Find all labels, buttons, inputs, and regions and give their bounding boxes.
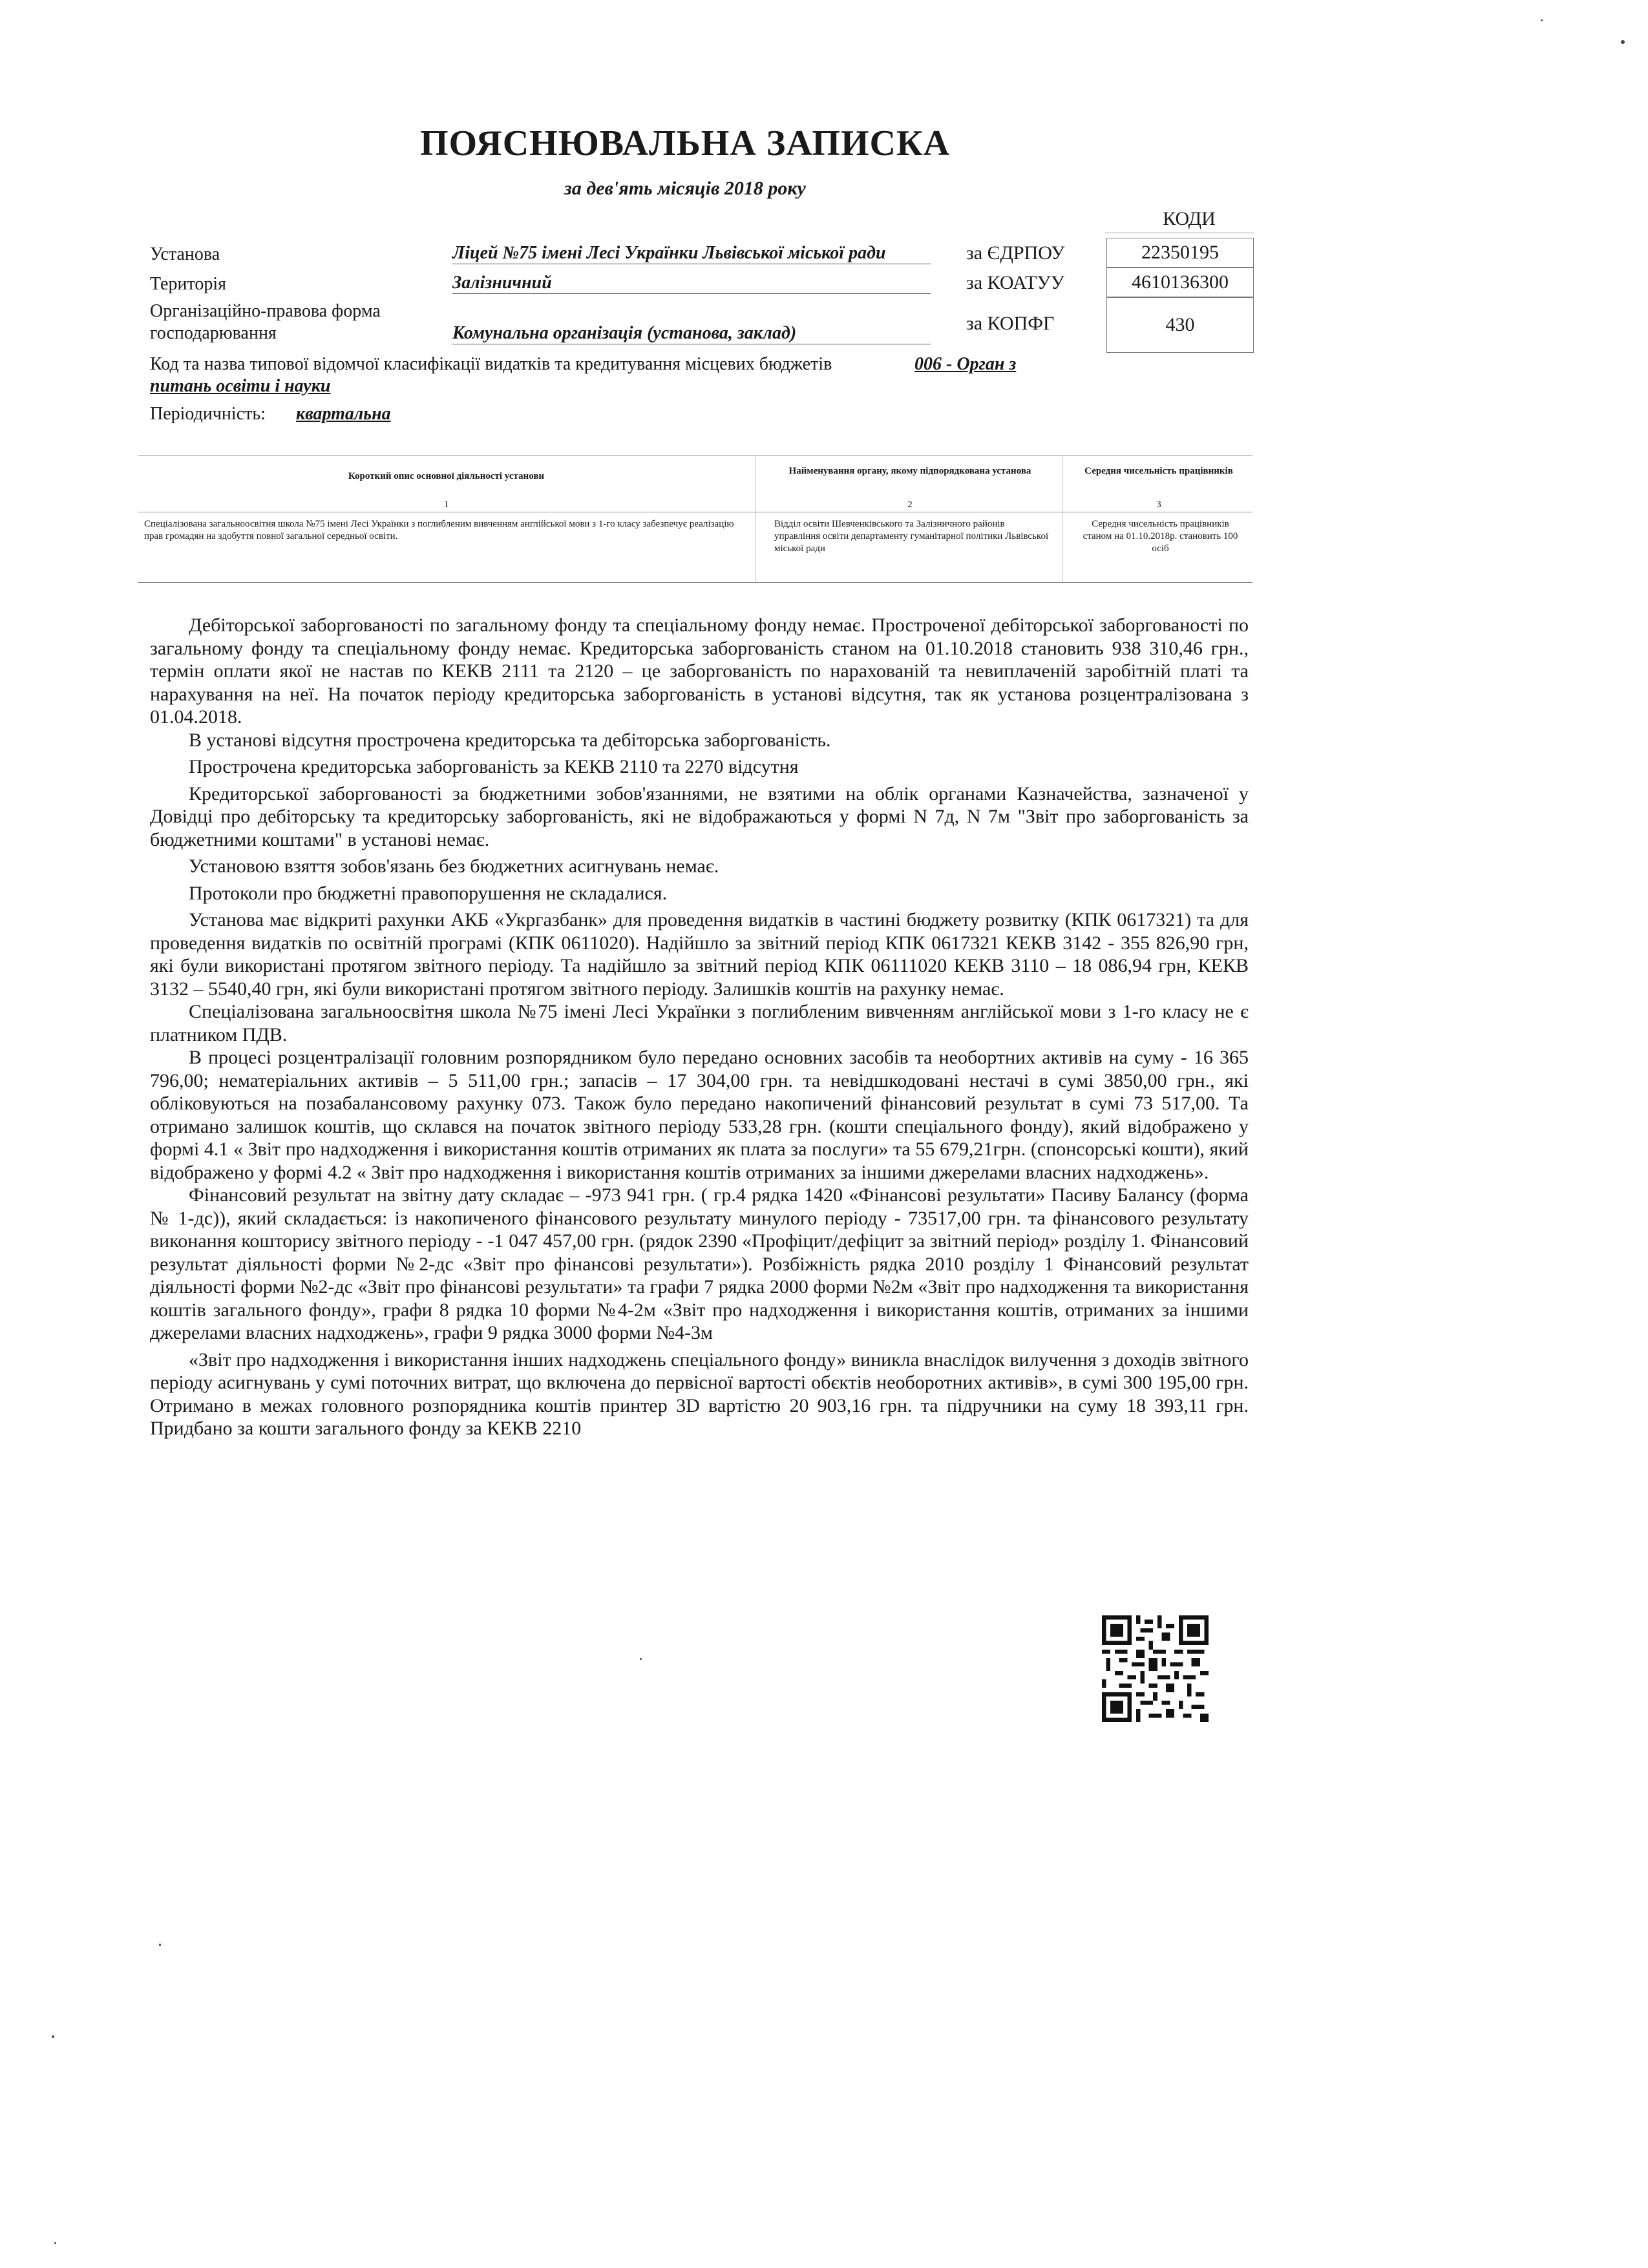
table-header-authority: Найменування органу, якому підпорядкована установа (788, 466, 1031, 476)
institution-label: Установа (150, 244, 220, 264)
codes-header: КОДИ (1163, 208, 1216, 229)
scan-speck (1621, 40, 1625, 44)
edrpou-label: за ЄДРПОУ (966, 242, 1065, 264)
table-colnum-2: 2 (907, 499, 913, 510)
paragraph: Фінансовий результат на звітну дату складає – -973 941 грн. ( гр.4 рядка 1420 «Фінансові результати» Пасиву Балансу (форма № 1-дс)), який складається: із накопиченого фінансового результату минулого періоду - 73517,00 грн. та фінансового результату виконання кошторису звітного періоду - -1 047 457,00 грн. (рядок 2390 «Профіцит/дефіцит за звітний період» розділу 1. Фінансовий результат діяльності форми №2-дс «Звіт про фінансові результати»). Розбіжність рядка 2010 розділу 1 Фінансовий результат діяльності форми №2-дс «Звіт про фінансові результати» та графи 7 рядка 2000 форми №2м «Звіт про надходження та використання коштів загального фонду», графи 8 рядка 10 форми №4-2м «Звіт про надходження і використання коштів, отриманих за іншими джерелами власних надходжень», графи 9 рядка 3000 форми №4-3м (150, 1184, 1249, 1343)
table-colnum-3: 3 (1156, 499, 1161, 510)
scan-speck (52, 2035, 54, 2038)
scan-speck (159, 1944, 161, 1946)
koatuu-label: за КОАТУУ (966, 272, 1064, 293)
edrpou-code: 22350195 (1106, 238, 1254, 268)
table-header-employees: Середня чисельність працівників (1084, 466, 1233, 476)
paragraph: Кредиторської заборгованості за бюджетними зобов'язаннями, не взятими на облік органами Казначейства, зазначеної у Довідці про дебіторську та кредиторську заборгованість, які не відображаються у формі N 7д, N 7м "Звіт про заборгованість за бюджетними коштами" в установі немає. (150, 782, 1249, 850)
qr-code-icon (1102, 1615, 1209, 1722)
legal-form-label-1: Організаційно-правова форма (150, 301, 381, 321)
periodicity-value: квартальна (296, 404, 391, 424)
paragraph: Установою взяття зобов'язань без бюджетних асигнувань немає. (189, 856, 719, 877)
kopfg-label: за КОПФГ (966, 313, 1055, 334)
table-cell-description: Спеціалізована загальноосвітня школа №75 імені Лесі Українки з поглибленим вивченням англійської мови з 1-го класу забезпечує реалізацію прав громадян на здобуття повної загальної середньої освіти. (144, 519, 734, 541)
territory-value: Залізничний (452, 273, 931, 294)
table-colnum-1: 1 (443, 499, 449, 510)
territory-label: Територія (150, 274, 226, 294)
paragraph: В установі відсутня прострочена кредиторська та дебіторська заборгованість. (189, 729, 831, 751)
kopfg-code: 430 (1106, 297, 1254, 353)
body-text (150, 614, 1249, 1440)
activity-table (138, 456, 1252, 583)
paragraph: Прострочена кредиторська заборгованість за КЕКВ 2110 та 2270 відсутня (189, 756, 799, 777)
page-title: ПОЯСНЮВАЛЬНА ЗАПИСКА (419, 123, 951, 163)
paragraph: Протоколи про бюджетні правопорушення не складалися. (189, 882, 668, 904)
paragraph: Дебіторської заборгованості по загальному фонду та спеціальному фонду немає. Простроченої дебіторської заборгованості по загальному фонду та спеціальному фонду немає. Кредиторська заборгованість станом на 01.10.2018 становить 938 310,46 грн., термін оплати якої не настав по КЕКВ 2111 та 2120 – це заборгованість по нарахованій та невиплаченій заробітній платі та нарахування на неї. На початок періоду кредиторська заборгованість в установі відсутня, так як установа розцентралізована з 01.04.2018. (150, 614, 1249, 728)
table-cell-authority: Відділ освіти Шевченківського та Залізничного районів управління освіти департаменту гуманітарної політики Львівської міської ради (774, 519, 1049, 554)
paragraph: В процесі розцентралізації головним розпорядником було передано основних засобів та необортних активів на суму - 16 365 796,00; нематеріальних активів – 5 511,00 грн.; запасів – 17 304,00 грн. та невідшкодовані нестачі в сумі 3850,00 грн., які обліковуються на позабалансовому рахунку 073. Також було передано накопичений фінансовий результат в сумі 73 517,00. Та отримано залишок коштів, що склався на початок звітного періоду 533,28 грн. (кошти спеціального фонду), який відображено у формі 4.1 « Звіт про надходження і використання коштів отриманих як плата за послуги» та 55 679,21грн. (спонсорські кошти), який відображено у формі 4.2 « Звіт про надходження і використання коштів отриманих за іншими джерелами власних надходжень». (150, 1047, 1249, 1183)
periodicity-label: Періодичність: (150, 404, 266, 424)
budget-code-label: Код та назва типової відомчої класифікації видатків та кредитування місцевих бюджетів (150, 354, 832, 374)
scan-speck (54, 2242, 56, 2244)
paragraph: «Звіт про надходження і використання інших надходжень спеціального фонду» виникла внаслідок вилучення з доходів звітного періоду асигнувань у сумі поточних витрат, що включена до первісної вартості обєктів необоротних активів», в сумі 300 195,00 грн. Отримано в межах головного розпорядника коштів принтер 3D вартістю 20 903,16 грн. та підручники на суму 18 393,11 грн. Придбано за кошти загального фонду за КЕКВ 2210 (150, 1349, 1249, 1439)
scan-speck (640, 1658, 642, 1660)
page-subtitle: за дев'ять місяців 2018 року (564, 178, 806, 199)
paragraph: Спеціалізована загальноосвітня школа №75 імені Лесі Українки з поглибленим вивченням англійської мови з 1-го класу не є платником ПДВ. (150, 1001, 1249, 1045)
table-header-description: Короткий опис основної діяльності установи (348, 471, 545, 481)
paragraph: Установа має відкриті рахунки АКБ «Укргазбанк» для проведення видатків в частині бюджету розвитку (КПК 0617321) та для проведення видатків по освітній програмі (КПК 0611020). Надійшло за звітний період КПК 0617321 КЕКВ 3142 - 355 826,90 грн, які були використані протягом звітного періоду. Та надійшло за звітний період КПК 06111020 КЕКВ 3110 – 18 086,94 грн, КЕКВ 3132 – 5540,40 грн, які були використані протягом звітного періоду. Залишків коштів на рахунку немає. (150, 909, 1249, 1000)
table-cell-employees: Середня чисельність працівників станом на 01.10.2018р. становить 100 осіб (1083, 519, 1238, 554)
legal-form-value: Комунальна організація (установа, заклад) (452, 323, 931, 344)
institution-value: Ліцей №75 імені Лесі Українки Львівської міської ради (452, 243, 931, 264)
scan-speck (1541, 19, 1543, 21)
budget-code-value-2: питань освіти і науки (150, 376, 331, 396)
legal-form-label-2: господарювання (150, 323, 277, 343)
koatuu-code: 4610136300 (1106, 268, 1254, 297)
budget-code-value-1: 006 - Орган з (914, 354, 1017, 374)
